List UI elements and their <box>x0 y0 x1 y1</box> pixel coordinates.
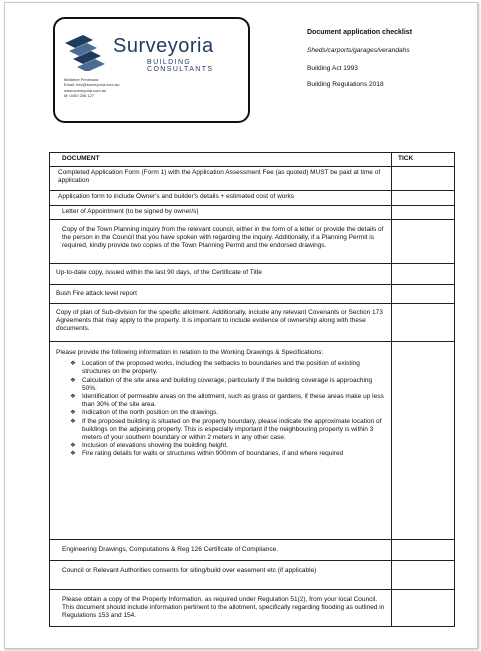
document-cell: Completed Application Form (Form 1) with the Application Assessment Fee (as quoted) MUST be paid at time of application <box>50 167 392 191</box>
tick-cell[interactable] <box>392 342 455 540</box>
tick-cell[interactable] <box>392 540 455 561</box>
specifications-cell <box>50 342 392 540</box>
checklist-title: Document application checklist <box>307 29 413 36</box>
logo-name: Surveyoria <box>113 35 214 57</box>
tick-cell[interactable] <box>392 304 455 342</box>
checklist-table <box>49 152 455 627</box>
contact-website[interactable]: www.surveyoria.com.au <box>64 87 107 93</box>
list-item: ❖ Indication of the north position on the drawings. <box>70 409 219 417</box>
table-row <box>50 264 455 285</box>
list-item: ❖ Identification of permeable areas on the allotment, such as grass or gardens, if these areas make up less than 30% of the site area. <box>70 393 384 409</box>
document-cell: Letter of Appointment (to be signed by owner/s) <box>50 206 392 220</box>
table-row-specifications <box>50 342 455 540</box>
document-cell: Copy of the Town Planning inquiry from the relevant council, either in the form of a letter or provide the details of the person in the Council that you have spoken with regarding the inquiry. Additionally, if a Planning Permit is required, kindly provide two copies of the Town Planning Permit and the endorsed drawings. <box>50 220 392 264</box>
contact-email[interactable]: Email: info@surveyoria.com.au <box>64 82 120 88</box>
list-item: ❖ If the proposed building is situated on the property boundary, please indicate the approximate location of buildings on the adjoining property. This is especially important if the neighbouring property is within 3 meters of your southern boundary or within 2 meters in any other case. <box>70 417 382 442</box>
tick-cell[interactable] <box>392 220 455 264</box>
specifications-intro: Please provide the following information in relation to the Working Drawings & Specifications: <box>56 349 324 356</box>
document-cell: Engineering Drawings, Computations & Reg 126 Certificate of Compliance. <box>50 540 392 561</box>
logo-subtitle: BUILDING CONSULTANTS <box>147 59 214 73</box>
checklist-subtitle: Sheds/carports/garages/verandahs <box>307 47 410 54</box>
contact-line: Bellarine Peninsula <box>64 77 99 82</box>
document-cell: Bush Fire attack level report <box>50 285 392 304</box>
specifications-list <box>56 360 385 458</box>
tick-cell[interactable] <box>392 285 455 304</box>
tick-cell[interactable] <box>392 590 455 627</box>
table-row <box>50 206 455 220</box>
diamond-bullet-icon: ❖ <box>70 393 76 401</box>
document-cell: Council or Relevant Authorities consents for siting/build over easement etc (if applicable) <box>50 561 392 590</box>
document-cell: Up-to-date copy, issued within the last 90 days, of the Certificate of Title <box>50 264 392 285</box>
table-row <box>50 304 455 342</box>
table-row <box>50 285 455 304</box>
table-row <box>50 167 455 191</box>
table-row <box>50 590 455 627</box>
table-row <box>50 540 455 561</box>
contact-details <box>64 77 119 99</box>
tick-cell[interactable] <box>392 206 455 220</box>
logo-panel <box>53 17 250 123</box>
document-cell: Application form to include Owner's and builder's details + estimated cost of works <box>50 191 392 206</box>
tick-cell[interactable] <box>392 264 455 285</box>
diamond-bullet-icon: ❖ <box>70 450 76 458</box>
stacked-layers-logo-icon <box>63 31 109 71</box>
building-regulations: Building Regulations 2018 <box>307 81 384 88</box>
diamond-bullet-icon: ❖ <box>70 409 76 417</box>
table-row <box>50 561 455 590</box>
building-act: Building Act 1993 <box>307 65 358 72</box>
table-header-row <box>50 153 455 167</box>
contact-phone: M: 0400 256 127 <box>64 93 95 99</box>
column-header-document: DOCUMENT <box>50 153 392 167</box>
column-header-tick: TICK <box>392 153 455 167</box>
tick-cell[interactable] <box>392 561 455 590</box>
list-item: ❖ Calculation of the site area and building coverage, particularly if the building coverage is approaching 50%. <box>70 376 373 392</box>
diamond-bullet-icon: ❖ <box>70 360 76 368</box>
table-row <box>50 220 455 264</box>
list-item: ❖ Fire rating details for walls or structures within 900mm of boundaries, if and where required <box>70 450 344 458</box>
list-item: ❖ Inclusion of elevations showing the building height. <box>70 442 228 450</box>
tick-cell[interactable] <box>392 191 455 206</box>
diamond-bullet-icon: ❖ <box>70 376 76 384</box>
document-cell: Copy of plan of Sub-division for the specific allotment. Additionally, include any relevant Covenants or Section 173 Agreements that may apply to the property. It is important to include evidence of ownership along with these documents. <box>50 304 392 342</box>
list-item: ❖ Location of the proposed works, including the setbacks to boundaries and the position of existing structures on the property. <box>70 360 360 376</box>
document-cell: Please obtain a copy of the Property Information, as required under Regulation 51(2), from your local Council. This document should include information pertinent to the allotment, specifically regarding flooding as outlined in Regulations 153 and 154. <box>50 590 392 627</box>
diamond-bullet-icon: ❖ <box>70 417 76 425</box>
table-row <box>50 191 455 206</box>
tick-cell[interactable] <box>392 167 455 191</box>
diamond-bullet-icon: ❖ <box>70 442 76 450</box>
